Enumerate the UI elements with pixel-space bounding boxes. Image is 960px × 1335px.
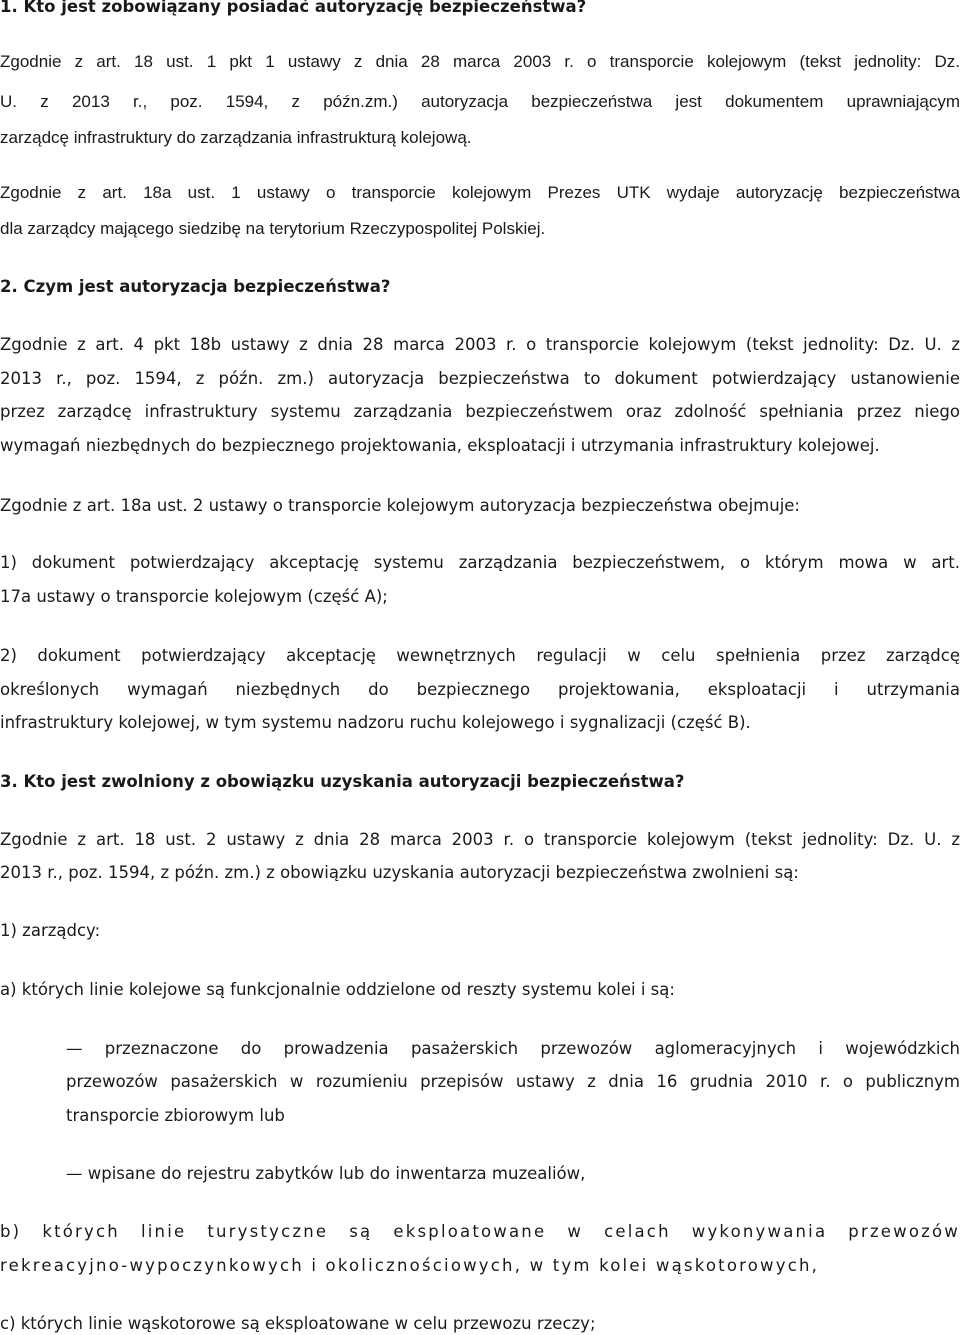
dash-item-line: przewozów pasażerskich w rozumieniu przepisów ustawy z dnia 16 grudnia 2010 r. o publicznym — [66, 1072, 960, 1091]
paragraph-line: Zgodnie z art. 4 pkt 18b ustawy z dnia 28 marca 2003 r. o transporcie kolejowym (tekst jednolity: Dz. U. z — [0, 335, 960, 354]
paragraph-line: przez zarządcę infrastruktury systemu zarządzania bezpieczeństwem oraz zdolność spełniania przez niego — [0, 402, 960, 421]
list-item-line: 1) zarządcy: — [0, 921, 101, 940]
list-item-line: 1) dokument potwierdzający akceptację systemu zarządzania bezpieczeństwem, o którym mowa w art. — [0, 553, 960, 572]
dash-item-line: transporcie zbiorowym lub — [66, 1106, 285, 1125]
paragraph-line: wymagań niezbędnych do bezpiecznego projektowania, eksploatacji i utrzymania infrastruktury kolejowej. — [0, 436, 880, 455]
paragraph-line: Zgodnie z art. 18a ust. 1 ustawy o transporcie kolejowym Prezes UTK wydaje autoryzację bezpieczeństwa — [0, 183, 960, 202]
paragraph-line: 2013 r., poz. 1594, z późn. zm.) autoryzacja bezpieczeństwa to dokument potwierdzający ustanowienie — [0, 369, 960, 388]
paragraph-line: dla zarządcy mającego siedzibę na terytorium Rzeczypospolitej Polskiej. — [0, 219, 546, 238]
list-item-line: b) których linie turystyczne są eksploatowane w celach wykonywania przewozów — [0, 1222, 960, 1241]
heading-1: 1. Kto jest zobowiązany posiadać autoryzację bezpieczeństwa? — [0, 0, 587, 16]
list-item-line: 17a ustawy o transporcie kolejowym (część A); — [0, 587, 388, 606]
paragraph-line: 2013 r., poz. 1594, z późn. zm.) z obowiązku uzyskania autoryzacji bezpieczeństwa zwolnieni są: — [0, 863, 799, 882]
paragraph-line: Zgodnie z art. 18a ust. 2 ustawy o transporcie kolejowym autoryzacja bezpieczeństwa obejmuje: — [0, 496, 800, 515]
paragraph-line: U. z 2013 r., poz. 1594, z późn.zm.) autoryzacja bezpieczeństwa jest dokumentem uprawniającym — [0, 92, 960, 111]
list-item-line: 2) dokument potwierdzający akceptację wewnętrznych regulacji w celu spełnienia przez zarządcę — [0, 646, 960, 665]
paragraph-line: Zgodnie z art. 18 ust. 2 ustawy z dnia 28 marca 2003 r. o transporcie kolejowym (tekst jednolity: Dz. U. z — [0, 830, 960, 849]
list-item-line: rekreacyjno-wypoczynkowych i okolicznościowych, w tym kolei wąskotorowych, — [0, 1256, 820, 1275]
heading-2: 2. Czym jest autoryzacja bezpieczeństwa? — [0, 277, 391, 296]
heading-3: 3. Kto jest zwolniony z obowiązku uzyskania autoryzacji bezpieczeństwa? — [0, 772, 685, 791]
list-item-line: określonych wymagań niezbędnych do bezpiecznego projektowania, eksploatacji i utrzymania — [0, 680, 960, 699]
paragraph-line: Zgodnie z art. 18 ust. 1 pkt 1 ustawy z dnia 28 marca 2003 r. o transporcie kolejowym (tekst jednolity: Dz. — [0, 52, 960, 71]
list-item-line: a) których linie kolejowe są funkcjonalnie oddzielone od reszty systemu kolei i są: — [0, 980, 675, 999]
list-item-line: c) których linie wąskotorowe są eksploatowane w celu przewozu rzeczy; — [0, 1314, 596, 1333]
dash-item-line: — wpisane do rejestru zabytków lub do inwentarza muzealiów, — [66, 1164, 586, 1183]
paragraph-line: zarządcę infrastruktury do zarządzania infrastrukturą kolejową. — [0, 128, 472, 147]
list-item-line: infrastruktury kolejowej, w tym systemu nadzoru ruchu kolejowego i sygnalizacji (część B). — [0, 713, 751, 732]
dash-item-line: — przeznaczone do prowadzenia pasażerskich przewozów aglomeracyjnych i wojewódzkich — [66, 1039, 960, 1058]
